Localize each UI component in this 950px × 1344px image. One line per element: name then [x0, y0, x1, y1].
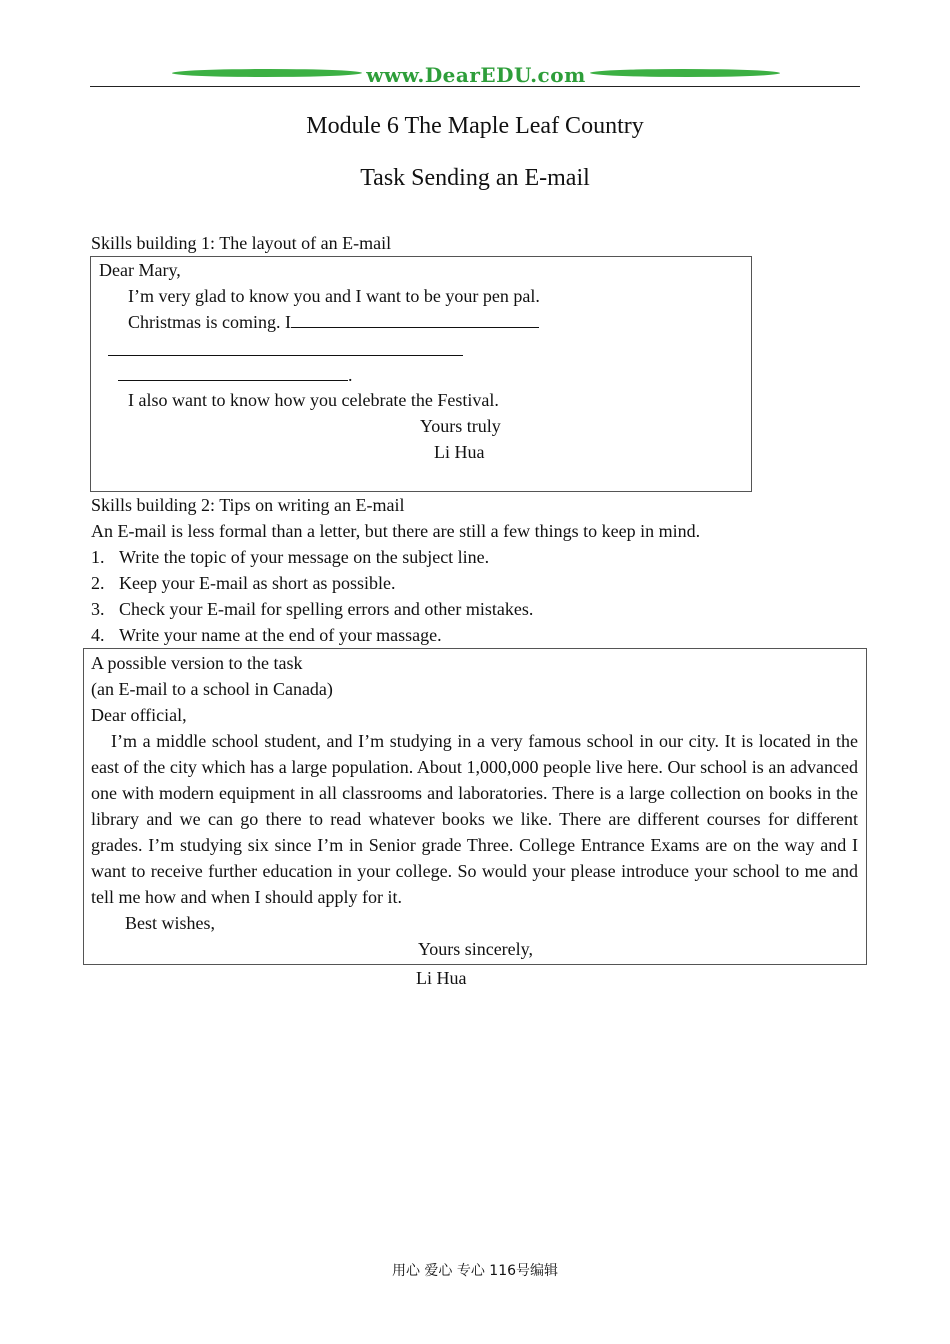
tip-text: Keep your E-mail as short as possible. [119, 573, 396, 593]
header-rule [90, 86, 860, 87]
tip-number: 3. [91, 599, 105, 619]
sample-greeting: Dear official, [91, 705, 187, 725]
sample-closing: Yours sincerely, [418, 939, 533, 959]
email-closing: Yours truly [420, 416, 501, 436]
tip-text: Check your E-mail for spelling errors and other mistakes. [119, 599, 534, 619]
tip-item-4 [91, 622, 442, 648]
section1-heading: Skills building 1: The layout of an E-mail [91, 233, 392, 253]
tip-number: 1. [91, 547, 105, 567]
green-swoosh-left [170, 69, 364, 77]
section2-heading: Skills building 2: Tips on writing an E-mail [91, 495, 405, 515]
section2-intro: An E-mail is less formal than a letter, but there are still a few things to keep in mind. [91, 521, 701, 541]
tip-number: 4. [91, 625, 105, 645]
fill-in-blank-1 [291, 309, 539, 328]
sample-wishes: Best wishes, [125, 913, 215, 933]
fill-in-blank-3-row [118, 362, 353, 388]
blank-period: . [348, 365, 353, 385]
fill-in-blank-2 [108, 335, 463, 356]
email-line-1: I’m very glad to know you and I want to be your pen pal. [128, 286, 540, 306]
section3-heading: A possible version to the task [91, 653, 303, 673]
tip-item-1 [91, 544, 489, 570]
page-title: Module 6 The Maple Leaf Country [306, 113, 644, 139]
email-greeting: Dear Mary, [99, 260, 181, 280]
sample-email-body: I’m a middle school student, and I’m studying in a very famous school in our city. It is located in the east of the city which has a large population. About 1,000,000 people live here. Our school is an advanced one with modern equipment in all classrooms and laboratories. There is a large collection on books in the library and we can go there to read whatever books we like. There are different courses for different grades. I’m studying six since I’m in Senior grade Three. College Entrance Exams are on the way and I want to receive further education in your college. So would your please introduce your school to me and tell me how and when I should apply for it. [91, 731, 858, 907]
email-line-2 [128, 309, 539, 335]
site-logo: www.DearEDU.com [366, 63, 586, 87]
green-swoosh-right [588, 69, 782, 77]
page-footer: 用心 爱心 专心 116号编辑 [391, 1263, 559, 1279]
email-line-2-text: Christmas is coming. I [128, 312, 291, 332]
page-subtitle: Task Sending an E-mail [360, 165, 590, 191]
tip-item-2 [91, 570, 395, 596]
page-header [90, 62, 860, 90]
section3-subheading: (an E-mail to a school in Canada) [91, 679, 333, 699]
tip-text: Write the topic of your message on the subject line. [119, 547, 490, 567]
email-signature: Li Hua [434, 442, 485, 462]
tip-item-3 [91, 596, 533, 622]
sample-signature: Li Hua [416, 968, 467, 988]
email-line-3: I also want to know how you celebrate the Festival. [128, 390, 499, 410]
tip-number: 2. [91, 573, 105, 593]
tip-text: Write your name at the end of your massage. [119, 625, 442, 645]
fill-in-blank-3 [118, 362, 348, 381]
